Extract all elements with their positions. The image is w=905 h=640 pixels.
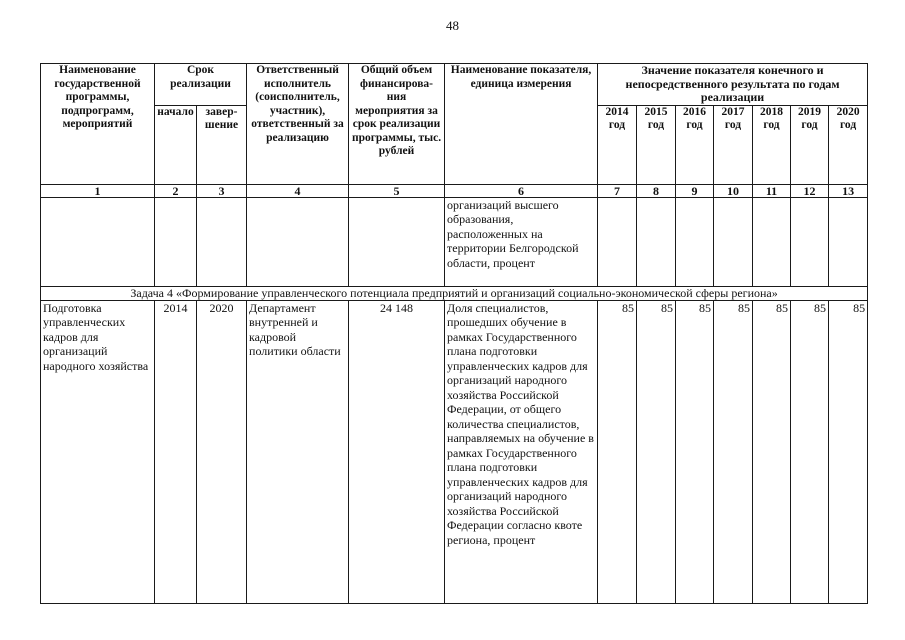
header-funding: Общий объем финансирова-ния мероприятия за срок реализации программы, тыс. рублей	[349, 64, 445, 185]
header-year-2016: 2016 год	[676, 105, 714, 184]
header-year-2020: 2020 год	[829, 105, 868, 184]
empty-cell	[714, 197, 753, 286]
header-term: Срок реализации	[155, 64, 247, 106]
empty-cell	[829, 197, 868, 286]
column-number-row	[41, 184, 868, 197]
header-year-2014: 2014 год	[598, 105, 637, 184]
header-year-2018: 2018 год	[753, 105, 791, 184]
empty-cell	[676, 197, 714, 286]
header-term-end: завер-шение	[197, 105, 247, 184]
column-number: 6	[445, 184, 598, 197]
column-number: 1	[41, 184, 155, 197]
header-values: Значение показателя конечного и непосредственного результата по годам реализации	[598, 64, 868, 106]
value-2020: 85	[829, 300, 868, 603]
column-number: 12	[791, 184, 829, 197]
value-2017: 85	[714, 300, 753, 603]
column-number: 4	[247, 184, 349, 197]
value-2015: 85	[637, 300, 676, 603]
task-row	[41, 286, 868, 300]
measure-responsible: Департамент внутренней и кадровой политики области	[247, 300, 349, 603]
header-row-1	[41, 64, 868, 106]
empty-cell	[598, 197, 637, 286]
page-number: 48	[446, 18, 459, 33]
continuation-indicator: организаций высшего образования, расположенных на территории Белгородской области, процент	[445, 197, 598, 286]
continuation-row	[41, 197, 868, 286]
empty-cell	[197, 197, 247, 286]
value-2019: 85	[791, 300, 829, 603]
measure-name: Подготовка управленческих кадров для организаций народного хозяйства	[41, 300, 155, 603]
header-year-2019: 2019 год	[791, 105, 829, 184]
header-indicator: Наименование показателя, единица измерения	[445, 64, 598, 185]
empty-cell	[41, 197, 155, 286]
header-year-2017: 2017 год	[714, 105, 753, 184]
header-term-start: начало	[155, 105, 197, 184]
value-2016: 85	[676, 300, 714, 603]
value-2014: 85	[598, 300, 637, 603]
empty-cell	[155, 197, 197, 286]
task-title: Задача 4 «Формирование управленческого потенциала предприятий и организаций социально-экономической сферы региона»	[41, 286, 868, 300]
measure-row	[41, 300, 868, 603]
measure-indicator: Доля специалистов, прошедших обучение в рамках Государственного плана подготовки управленческих кадров для организаций народного хозяйства Российской Федерации, от общего количества специалистов, направляемых на обучение в рамках Государственного плана подготовки управленческих кадров для организаций народного хозяйства Российской Федерации согласно квоте региона, процент	[445, 300, 598, 603]
measure-start: 2014	[155, 300, 197, 603]
column-number: 9	[676, 184, 714, 197]
column-number: 5	[349, 184, 445, 197]
empty-cell	[349, 197, 445, 286]
column-number: 7	[598, 184, 637, 197]
empty-cell	[791, 197, 829, 286]
program-table	[40, 63, 868, 604]
empty-cell	[753, 197, 791, 286]
column-number: 11	[753, 184, 791, 197]
measure-end: 2020	[197, 300, 247, 603]
empty-cell	[247, 197, 349, 286]
empty-cell	[637, 197, 676, 286]
column-number: 13	[829, 184, 868, 197]
measure-funding: 24 148	[349, 300, 445, 603]
header-responsible: Ответственный исполнитель (соисполнитель, участник), ответственный за реализацию	[247, 64, 349, 185]
column-number: 8	[637, 184, 676, 197]
column-number: 2	[155, 184, 197, 197]
header-program-name: Наименование государственной программы, подпрограмм, мероприятий	[41, 64, 155, 185]
header-year-2015: 2015 год	[637, 105, 676, 184]
column-number: 3	[197, 184, 247, 197]
column-number: 10	[714, 184, 753, 197]
value-2018: 85	[753, 300, 791, 603]
